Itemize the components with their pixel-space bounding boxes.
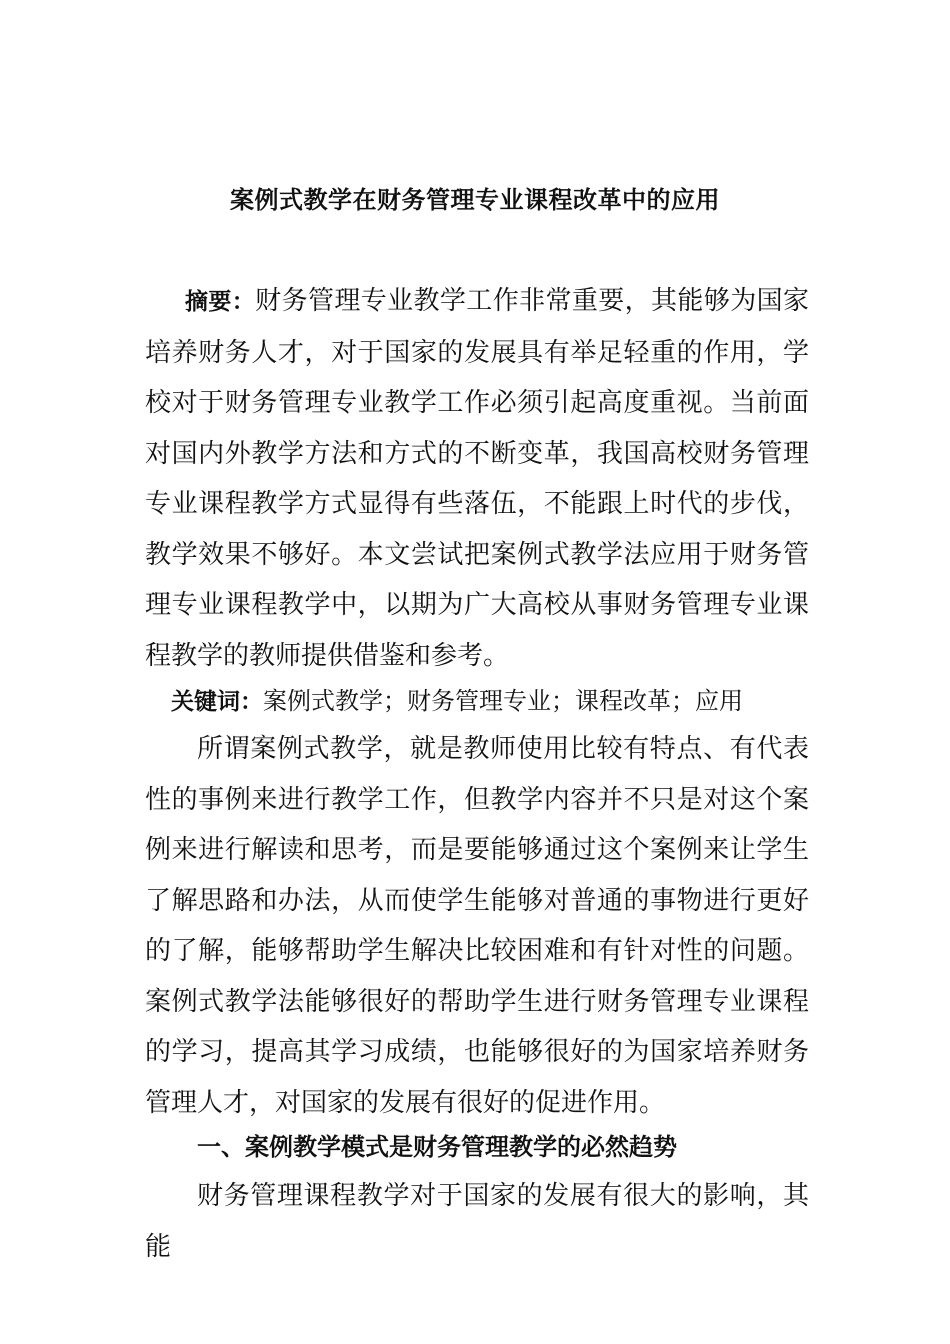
abstract-label: 摘要： bbox=[185, 289, 256, 315]
abstract-text: 财务管理专业教学工作非常重要，其能够为国家培养财务人才，对于国家的发展具有举足轻重的作用，学校对于财务管理专业教学工作必须引起高度重视。当前面对国内外教学方法和方式的不断变革，我国高校财务管理专业课程教学方式显得有些落伍，不能跟上时代的步伐，教学效果不够好。本文尝试把案例式教学法应用于财务管理专业课程教学中，以期为广大高校从事财务管理专业课程教学的教师提供借鉴和参考。 bbox=[145, 286, 809, 671]
section-heading: 一、案例教学模式是财务管理教学的必然趋势 bbox=[197, 1133, 677, 1161]
abstract-paragraph bbox=[145, 276, 809, 681]
keywords-text: 案例式教学；财务管理专业；课程改革；应用 bbox=[263, 687, 743, 715]
section-paragraph: 财务管理课程教学对于国家的发展有很大的影响，其能 bbox=[145, 1181, 809, 1262]
document-title: 案例式教学在财务管理专业课程改革中的应用 bbox=[230, 186, 720, 214]
intro-paragraph: 所谓案例式教学，就是教师使用比较有特点、有代表性的事例来进行教学工作，但教学内容并不只是对这个案例来进行解读和思考，而是要能够通过这个案例来让学生了解思路和办法，从而使学生能够对普通的事物进行更好的了解，能够帮助学生解决比较困难和有针对性的问题。案例式教学法能够很好的帮助学生进行财务管理专业课程的学习，提高其学习成绩，也能够很好的为国家培养财务管理人才，对国家的发展有很好的促进作用。 bbox=[145, 734, 809, 1118]
keywords-label: 关键词： bbox=[171, 689, 263, 715]
keywords-paragraph bbox=[145, 676, 809, 728]
